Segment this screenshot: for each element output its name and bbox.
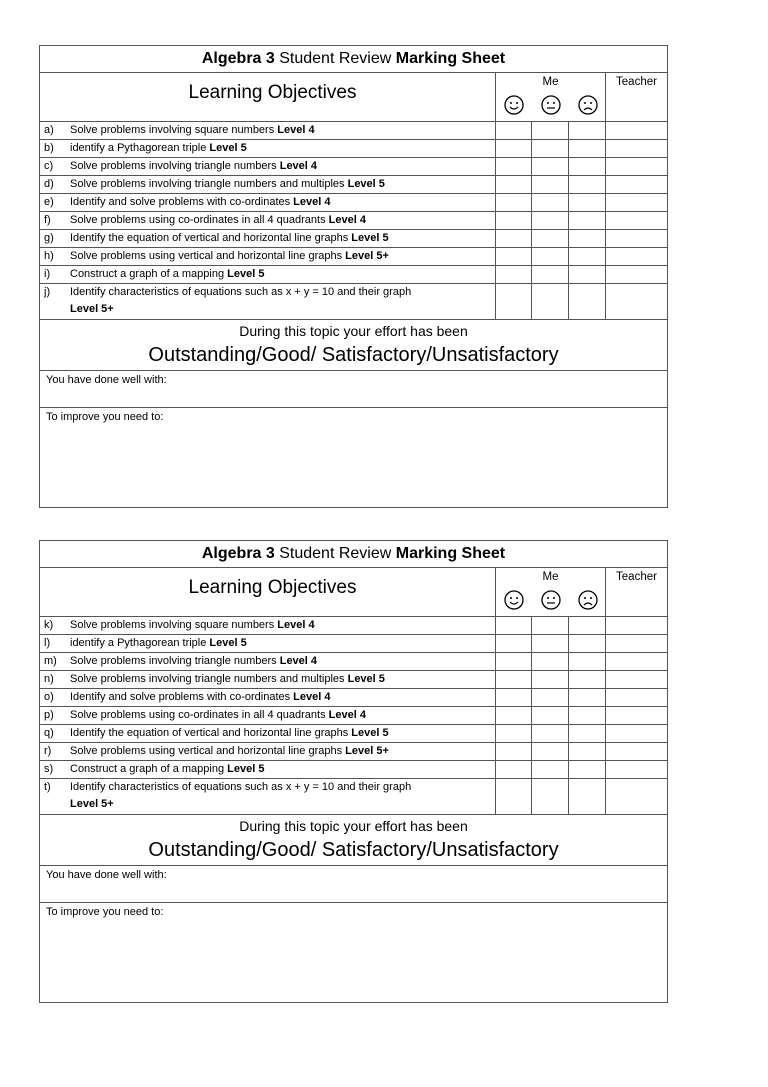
teacher-column-header: Teacher <box>605 73 667 121</box>
objective-description: identify a Pythagorean triple <box>70 637 210 649</box>
effort-options: Outstanding/Good/ Satisfactory/Unsatisfactory <box>148 839 559 861</box>
objective-description: Solve problems involving triangle numbers and multiples <box>70 673 348 685</box>
me-sad-cell[interactable] <box>568 743 605 760</box>
effort-prompt: During this topic your effort has been <box>239 323 468 339</box>
sad-face-icon <box>577 94 599 116</box>
me-neutral-cell[interactable] <box>531 617 568 634</box>
me-label: Me <box>542 571 559 583</box>
me-neutral-cell[interactable] <box>531 140 568 157</box>
improve-label: To improve you need to: <box>46 411 164 423</box>
objective-level: Level 5 <box>351 232 389 244</box>
objectives-list <box>40 617 667 815</box>
me-happy-cell[interactable] <box>495 761 531 778</box>
marking-sheet-1 <box>39 45 668 508</box>
me-neutral-cell[interactable] <box>531 689 568 706</box>
teacher-cell[interactable] <box>605 617 667 634</box>
me-neutral-cell[interactable] <box>531 284 568 319</box>
objective-text <box>70 743 490 760</box>
objective-row <box>40 194 667 212</box>
objective-level: Level 5+ <box>345 745 389 757</box>
teacher-cell[interactable] <box>605 266 667 283</box>
objective-text <box>70 689 490 706</box>
objective-description: Construct a graph of a mapping <box>70 268 228 280</box>
objective-description: Solve problems involving triangle numbers <box>70 655 280 667</box>
learning-objectives-heading: Learning Objectives <box>188 82 357 103</box>
objective-level: Level 4 <box>277 619 315 631</box>
objective-letter: c) <box>44 160 54 172</box>
objective-row <box>40 725 667 743</box>
face-icons <box>496 588 606 616</box>
me-happy-cell[interactable] <box>495 158 531 175</box>
teacher-cell[interactable] <box>605 284 667 319</box>
objective-row <box>40 266 667 284</box>
me-sad-cell[interactable] <box>568 653 605 670</box>
teacher-column-header: Teacher <box>605 568 667 616</box>
objective-level: Level 4 <box>279 160 318 172</box>
sad-face-icon <box>577 589 599 611</box>
teacher-cell[interactable] <box>605 743 667 760</box>
teacher-cell[interactable] <box>605 653 667 670</box>
me-neutral-cell[interactable] <box>531 671 568 688</box>
me-sad-cell[interactable] <box>568 284 605 319</box>
objective-row <box>40 284 667 320</box>
objective-row <box>40 779 667 815</box>
objective-level: Level 4 <box>328 709 366 721</box>
me-sad-cell[interactable] <box>568 122 605 139</box>
me-happy-cell[interactable] <box>495 266 531 283</box>
objective-level: Level 4 <box>328 214 366 226</box>
me-neutral-cell[interactable] <box>531 707 568 724</box>
objective-description: Solve problems involving triangle numbers and multiples <box>70 178 348 190</box>
objective-description: Identify characteristics of equations such as x + y = 10 and their graph <box>70 781 412 793</box>
sheet-title <box>40 541 667 568</box>
title-bold-part: Algebra 3 <box>201 545 275 562</box>
effort-prompt: During this topic your effort has been <box>239 818 468 834</box>
me-column-header <box>495 73 605 121</box>
me-neutral-cell[interactable] <box>531 212 568 229</box>
objective-level: Level 4 <box>277 124 315 136</box>
objective-description: Construct a graph of a mapping <box>70 763 228 775</box>
objective-row <box>40 176 667 194</box>
objective-level: Level 5 <box>209 637 247 649</box>
objective-letter: b) <box>44 142 54 154</box>
title-middle-part: Student Review <box>274 50 396 67</box>
objective-description: Identify characteristics of equations such as x + y = 10 and their graph <box>70 286 412 298</box>
objective-row <box>40 212 667 230</box>
teacher-cell[interactable] <box>605 689 667 706</box>
me-neutral-cell[interactable] <box>531 653 568 670</box>
title-bold-part: Marking Sheet <box>395 50 506 67</box>
me-sad-cell[interactable] <box>568 140 605 157</box>
objective-letter: m) <box>44 655 57 667</box>
objective-letter: r) <box>44 745 52 757</box>
objective-text <box>70 248 490 265</box>
effort-section <box>40 320 667 371</box>
objective-level: Level 4 <box>293 691 331 703</box>
me-happy-cell[interactable] <box>495 140 531 157</box>
done-well-field[interactable] <box>40 866 667 903</box>
face-icons <box>496 93 606 121</box>
objective-letter: p) <box>44 709 54 721</box>
me-happy-cell[interactable] <box>495 779 531 814</box>
teacher-cell[interactable] <box>605 725 667 742</box>
smiley-face-icon <box>503 589 525 611</box>
me-neutral-cell[interactable] <box>531 266 568 283</box>
me-happy-cell[interactable] <box>495 707 531 724</box>
objective-description: Identify and solve problems with co-ordinates <box>70 691 294 703</box>
objective-text <box>70 176 490 193</box>
me-sad-cell[interactable] <box>568 617 605 634</box>
objective-letter: a) <box>44 124 54 136</box>
me-neutral-cell[interactable] <box>531 743 568 760</box>
me-happy-cell[interactable] <box>495 176 531 193</box>
objective-description: identify a Pythagorean triple <box>70 142 210 154</box>
effort-options: Outstanding/Good/ Satisfactory/Unsatisfactory <box>148 344 559 366</box>
teacher-cell[interactable] <box>605 122 667 139</box>
done-well-label: You have done well with: <box>46 374 167 386</box>
me-sad-cell[interactable] <box>568 725 605 742</box>
objective-description: Solve problems using co-ordinates in all 4 quadrants <box>70 709 329 721</box>
objective-row <box>40 122 667 140</box>
me-happy-cell[interactable] <box>495 635 531 652</box>
objective-level: Level 5 <box>227 268 265 280</box>
objective-text <box>70 653 490 670</box>
objective-letter: j) <box>44 286 51 298</box>
objective-letter: e) <box>44 196 54 208</box>
effort-section <box>40 815 667 866</box>
objective-description: Solve problems involving square numbers <box>70 124 278 136</box>
objective-text <box>70 671 490 688</box>
objective-level: Level 5 <box>227 763 265 775</box>
objective-row <box>40 761 667 779</box>
me-neutral-cell[interactable] <box>531 158 568 175</box>
me-neutral-cell[interactable] <box>531 248 568 265</box>
me-happy-cell[interactable] <box>495 284 531 319</box>
learning-objectives-heading: Learning Objectives <box>188 577 357 598</box>
teacher-cell[interactable] <box>605 707 667 724</box>
title-bold-part: Marking Sheet <box>395 545 506 562</box>
objective-level: Level 4 <box>279 655 318 667</box>
teacher-cell[interactable] <box>605 779 667 814</box>
teacher-cell[interactable] <box>605 158 667 175</box>
me-happy-cell[interactable] <box>495 248 531 265</box>
objective-text <box>70 212 490 229</box>
me-sad-cell[interactable] <box>568 779 605 814</box>
me-happy-cell[interactable] <box>495 671 531 688</box>
objective-row <box>40 653 667 671</box>
objective-text <box>70 194 490 211</box>
improve-label: To improve you need to: <box>46 906 164 918</box>
objective-text <box>70 761 490 778</box>
objective-letter: s) <box>44 763 54 775</box>
improve-field[interactable] <box>40 903 667 921</box>
me-label: Me <box>542 76 559 88</box>
objective-level: Level 4 <box>293 196 331 208</box>
me-neutral-cell[interactable] <box>531 635 568 652</box>
me-sad-cell[interactable] <box>568 230 605 247</box>
objective-row <box>40 635 667 653</box>
me-sad-cell[interactable] <box>568 707 605 724</box>
me-sad-cell[interactable] <box>568 671 605 688</box>
objective-description: Solve problems using co-ordinates in all 4 quadrants <box>70 214 329 226</box>
me-sad-cell[interactable] <box>568 266 605 283</box>
teacher-cell[interactable] <box>605 761 667 778</box>
smiley-face-icon <box>503 94 525 116</box>
me-sad-cell[interactable] <box>568 635 605 652</box>
me-neutral-cell[interactable] <box>531 194 568 211</box>
objective-text <box>70 725 490 742</box>
teacher-cell[interactable] <box>605 248 667 265</box>
objective-row <box>40 248 667 266</box>
objective-letter: l) <box>44 637 51 649</box>
done-well-field[interactable] <box>40 371 667 408</box>
me-sad-cell[interactable] <box>568 689 605 706</box>
objective-letter: i) <box>44 268 51 280</box>
objective-description: Solve problems using vertical and horizontal line graphs <box>70 250 346 262</box>
objective-level: Level 5+ <box>70 798 114 810</box>
me-happy-cell[interactable] <box>495 617 531 634</box>
objective-text <box>70 707 490 724</box>
neutral-face-icon <box>540 589 562 611</box>
objective-row <box>40 158 667 176</box>
neutral-face-icon <box>540 94 562 116</box>
objective-level: Level 5 <box>209 142 247 154</box>
teacher-cell[interactable] <box>605 635 667 652</box>
objective-text <box>70 230 490 247</box>
objective-level: Level 5 <box>351 727 389 739</box>
objective-level: Level 5 <box>347 178 385 190</box>
me-happy-cell[interactable] <box>495 689 531 706</box>
me-sad-cell[interactable] <box>568 158 605 175</box>
me-happy-cell[interactable] <box>495 725 531 742</box>
me-sad-cell[interactable] <box>568 761 605 778</box>
objective-description: Identify the equation of vertical and horizontal line graphs <box>70 232 352 244</box>
objective-text <box>70 140 490 157</box>
me-happy-cell[interactable] <box>495 122 531 139</box>
me-neutral-cell[interactable] <box>531 779 568 814</box>
objective-letter: h) <box>44 250 54 262</box>
me-neutral-cell[interactable] <box>531 725 568 742</box>
me-neutral-cell[interactable] <box>531 176 568 193</box>
me-neutral-cell[interactable] <box>531 230 568 247</box>
sheet-title <box>40 46 667 73</box>
objective-text <box>70 122 490 139</box>
me-column-header <box>495 568 605 616</box>
me-happy-cell[interactable] <box>495 653 531 670</box>
marking-sheet-2 <box>39 540 668 1003</box>
objective-letter: k) <box>44 619 54 631</box>
objective-row <box>40 689 667 707</box>
objective-description: Identify the equation of vertical and horizontal line graphs <box>70 727 352 739</box>
me-happy-cell[interactable] <box>495 194 531 211</box>
teacher-cell[interactable] <box>605 671 667 688</box>
objectives-header <box>40 568 667 617</box>
objective-row <box>40 671 667 689</box>
objective-text <box>70 266 490 283</box>
me-sad-cell[interactable] <box>568 176 605 193</box>
teacher-cell[interactable] <box>605 194 667 211</box>
objective-letter: q) <box>44 727 54 739</box>
objective-letter: t) <box>44 781 51 793</box>
objective-description: Solve problems involving triangle numbers <box>70 160 280 172</box>
objective-row <box>40 230 667 248</box>
objective-level: Level 5 <box>347 673 385 685</box>
objectives-list <box>40 122 667 320</box>
objective-level: Level 5+ <box>345 250 389 262</box>
objective-description: Solve problems involving square numbers <box>70 619 278 631</box>
objective-description: Identify and solve problems with co-ordinates <box>70 196 294 208</box>
me-happy-cell[interactable] <box>495 743 531 760</box>
me-neutral-cell[interactable] <box>531 761 568 778</box>
objective-text <box>70 617 490 634</box>
objective-letter: o) <box>44 691 54 703</box>
me-sad-cell[interactable] <box>568 212 605 229</box>
title-bold-part: Algebra 3 <box>201 50 275 67</box>
objective-row <box>40 140 667 158</box>
teacher-cell[interactable] <box>605 230 667 247</box>
objective-row <box>40 617 667 635</box>
objective-text <box>70 284 490 318</box>
objective-text <box>70 779 490 813</box>
me-sad-cell[interactable] <box>568 194 605 211</box>
done-well-label: You have done well with: <box>46 869 167 881</box>
me-happy-cell[interactable] <box>495 212 531 229</box>
me-sad-cell[interactable] <box>568 248 605 265</box>
me-neutral-cell[interactable] <box>531 122 568 139</box>
objective-row <box>40 743 667 761</box>
objective-text <box>70 158 490 175</box>
objective-letter: g) <box>44 232 54 244</box>
objective-level: Level 5+ <box>70 303 114 315</box>
objectives-header <box>40 73 667 122</box>
objective-description: Solve problems using vertical and horizontal line graphs <box>70 745 346 757</box>
teacher-cell[interactable] <box>605 176 667 193</box>
teacher-cell[interactable] <box>605 140 667 157</box>
objective-text <box>70 635 490 652</box>
improve-field[interactable] <box>40 408 667 426</box>
me-happy-cell[interactable] <box>495 230 531 247</box>
objective-row <box>40 707 667 725</box>
teacher-cell[interactable] <box>605 212 667 229</box>
objective-letter: d) <box>44 178 54 190</box>
objective-letter: f) <box>44 214 51 226</box>
title-middle-part: Student Review <box>274 545 396 562</box>
objective-letter: n) <box>44 673 54 685</box>
